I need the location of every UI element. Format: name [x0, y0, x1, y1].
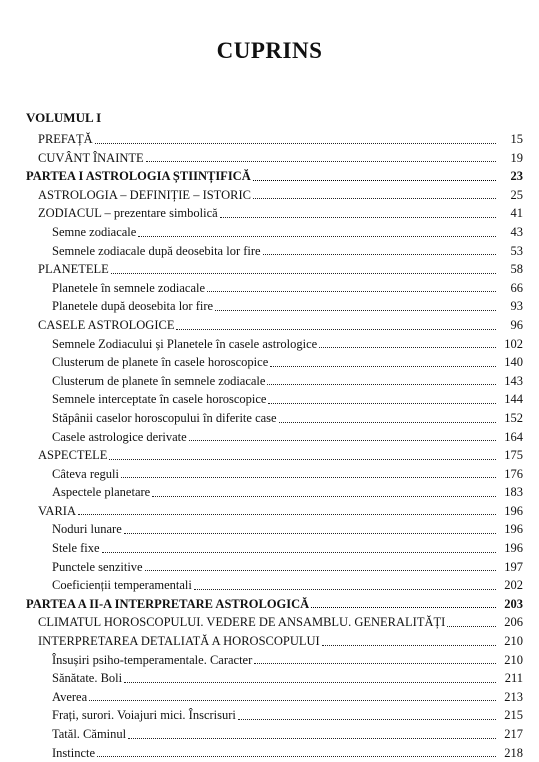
toc-entry-title: PARTEA I ASTROLOGIA ȘTIINȚIFICĂ [26, 169, 251, 184]
toc-entry-page-number: 58 [510, 262, 523, 277]
toc-entry [52, 576, 523, 595]
toc-entry-title: INTERPRETAREA DETALIATĂ A HOROSCOPULUI [38, 634, 320, 649]
toc-entry-page-number: 211 [504, 671, 523, 686]
toc-entry-page-number: 176 [504, 466, 523, 481]
toc-entry-title: Sănătate. Boli [52, 671, 123, 686]
toc-entry-title: Clusterum de planete în casele horoscopice [52, 355, 269, 370]
dot-leader [138, 236, 496, 237]
toc-entry-page-number: 96 [510, 317, 523, 332]
dot-leader [95, 143, 496, 144]
toc-entry-page-number: 183 [504, 485, 523, 500]
toc-entry [52, 651, 523, 670]
dot-leader [128, 738, 496, 739]
toc-entry [52, 688, 523, 707]
page-title: CUPRINS [216, 38, 323, 63]
toc-entry [52, 372, 523, 391]
toc-entry-page-number: 175 [504, 448, 523, 463]
toc-entry-title: Punctele senzitive [52, 559, 143, 574]
toc-entry [52, 223, 523, 242]
toc-entry-title: Noduri lunare [52, 522, 122, 537]
toc-entry-title: Coeficienții temperamentali [52, 578, 192, 593]
toc-entry-title: Stăpânii caselor horoscopului în diferite case [52, 410, 277, 425]
toc-entry-page-number: 144 [504, 392, 523, 407]
toc-entry-page-number: 25 [510, 187, 523, 202]
toc-entry-title: Semne zodiacale [52, 224, 137, 239]
dot-leader [253, 180, 496, 181]
toc-entry [52, 483, 523, 502]
toc-entry-page-number: 196 [504, 503, 523, 518]
toc-entry [52, 279, 523, 298]
dot-leader [270, 366, 496, 367]
toc-entry [38, 446, 523, 465]
dot-leader [146, 161, 496, 162]
toc-entry [38, 186, 523, 205]
dot-leader [176, 329, 496, 330]
toc-entry-title: Aspectele planetare [52, 485, 151, 500]
dot-leader [447, 626, 496, 627]
toc-entry-title: Tatăl. Căminul [52, 727, 127, 741]
toc-entry-page-number: 66 [510, 280, 523, 295]
toc-entry-title: Planetele după deosebita lor fire [52, 299, 214, 314]
toc-entry-page-number: 206 [504, 615, 523, 630]
toc-entry [26, 595, 523, 614]
toc-entry-page-number: 196 [504, 541, 523, 556]
toc-entry-title: ASPECTELE [38, 448, 108, 463]
toc-entry [38, 316, 523, 335]
dot-leader [152, 496, 496, 497]
dot-leader [279, 422, 496, 423]
toc-entry [52, 669, 523, 688]
dot-leader [145, 570, 496, 571]
dot-leader [254, 663, 496, 664]
toc-entry-page-number: 197 [504, 559, 523, 574]
toc-entry [38, 502, 523, 521]
dot-leader [322, 645, 496, 646]
toc-entry-page-number: 102 [504, 336, 523, 351]
toc-entry-page-number: 164 [504, 429, 523, 444]
dot-leader [207, 291, 496, 292]
dot-leader [109, 459, 496, 460]
dot-leader [238, 719, 496, 720]
toc-entry-page-number: 43 [510, 224, 523, 239]
toc-entry-page-number: 143 [504, 373, 523, 388]
toc-entry [38, 204, 523, 223]
toc-entry-title: ZODIACUL – prezentare simbolică [38, 206, 218, 221]
toc-entry-page-number: 41 [510, 206, 523, 221]
toc-entry-title: Planetele în semnele zodiacale [52, 280, 206, 295]
toc-entry-title: Câteva reguli [52, 466, 119, 481]
dot-leader [89, 700, 496, 701]
toc-entry [52, 539, 523, 558]
toc-entry [52, 353, 523, 372]
toc-entry-title: Clusterum de planete în semnele zodiacale [52, 373, 266, 388]
toc-entry [52, 706, 523, 725]
toc-entry-title: PLANETELE [38, 262, 109, 277]
toc-entry-title: Instincte [52, 745, 96, 760]
toc-entry [52, 409, 523, 428]
toc-entry [52, 428, 523, 447]
dot-leader [268, 403, 496, 404]
dot-leader [97, 756, 496, 757]
toc-entry-page-number: 152 [504, 410, 523, 425]
toc-entry [52, 297, 523, 316]
dot-leader [124, 682, 496, 683]
toc-entry [52, 465, 523, 484]
toc-entry-page-number: 203 [504, 596, 523, 611]
toc-entry-page-number: 53 [510, 243, 523, 258]
toc-entry-page-number: 15 [510, 132, 523, 146]
toc-entry-title: Semnele interceptate în casele horoscopice [52, 392, 267, 407]
toc-entry-page-number: 217 [504, 727, 523, 741]
volume-heading: VOLUMUL I [26, 110, 102, 125]
toc-entry-page-number: 140 [504, 355, 523, 370]
toc-entry-title: CLIMATUL HOROSCOPULUI. VEDERE DE ANSAMBLU. GENERALITĂȚI [38, 615, 446, 630]
dot-leader [102, 552, 496, 553]
toc-entry-title: CASELE ASTROLOGICE [38, 317, 175, 332]
toc-entry [52, 725, 523, 744]
dot-leader [311, 607, 496, 608]
toc-entry-page-number: 218 [504, 745, 523, 760]
toc-entry-page-number: 213 [504, 689, 523, 704]
toc-entry [52, 335, 523, 354]
toc-entry-page-number: 19 [510, 150, 523, 165]
toc-entry [38, 613, 523, 632]
toc-entry-title: ASTROLOGIA – DEFINIȚIE – ISTORIC [38, 187, 251, 202]
dot-leader [78, 514, 496, 515]
toc-entry-page-number: 202 [504, 578, 523, 593]
dot-leader [111, 273, 496, 274]
dot-leader [194, 589, 496, 590]
toc-entry-page-number: 93 [510, 299, 523, 314]
toc-entry-page-number: 196 [504, 522, 523, 537]
toc-entry [26, 167, 523, 186]
toc-entry-page-number: 210 [504, 652, 523, 667]
toc-entry [38, 260, 523, 279]
dot-leader [319, 347, 496, 348]
toc-entry-title: Stele fixe [52, 541, 100, 556]
toc-entry [52, 390, 523, 409]
toc-entry-page-number: 210 [504, 634, 523, 649]
toc-entry-title: Semnele Zodiacului și Planetele în casele astrologice [52, 336, 318, 351]
toc-entry-title: CUVÂNT ÎNAINTE [38, 150, 144, 165]
toc-entry [52, 558, 523, 577]
toc-entry-title: Frați, surori. Voiajuri mici. Înscrisuri [52, 708, 236, 723]
toc-entry-title: Averea [52, 689, 88, 704]
toc-entry-page-number: 215 [504, 708, 523, 723]
toc-entry [52, 744, 523, 762]
toc-entry-title: Însușiri psiho-temperamentale. Caracter [52, 652, 253, 667]
dot-leader [253, 198, 496, 199]
dot-leader [267, 384, 496, 385]
toc-entry [52, 242, 523, 261]
toc-entry-page-number: 23 [510, 169, 523, 184]
dot-leader [121, 477, 496, 478]
toc-entry-title: PARTEA A II-A INTERPRETARE ASTROLOGICĂ [26, 596, 310, 611]
dot-leader [215, 310, 496, 311]
toc-entry-title: Semnele zodiacale după deosebita lor fire [52, 243, 261, 258]
dot-leader [263, 254, 496, 255]
toc-entry-title: Casele astrologice derivate [52, 429, 187, 444]
table-of-contents [0, 130, 539, 762]
dot-leader [189, 440, 496, 441]
dot-leader [220, 217, 496, 218]
toc-entry-title: VARIA [38, 503, 76, 518]
toc-entry [38, 632, 523, 651]
toc-entry [38, 149, 523, 168]
toc-entry [52, 520, 523, 539]
toc-entry [38, 130, 523, 149]
toc-entry-title: PREFAȚĂ [38, 132, 93, 146]
dot-leader [124, 533, 496, 534]
